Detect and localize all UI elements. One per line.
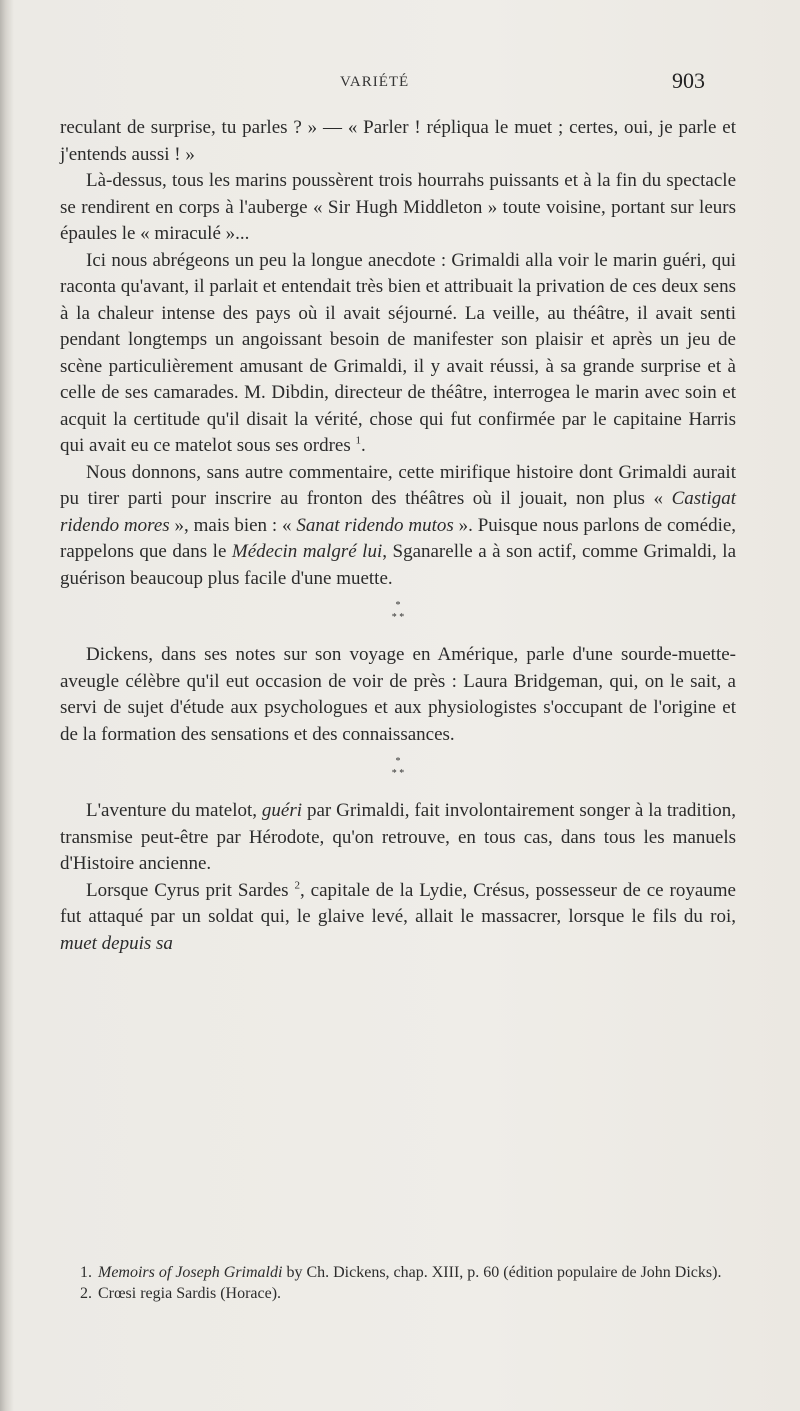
- footnote-2: [80, 1283, 740, 1304]
- separator-stars-bottom: * *: [391, 612, 405, 623]
- paragraph-6: [60, 798, 736, 878]
- footnote-1-text: by Ch. Dickens, chap. XIII, p. 60 (édition populaire de John Dicks).: [286, 1264, 722, 1281]
- separator-star-top: *: [395, 756, 401, 767]
- footnote-1-title: Memoirs of Joseph Grimaldi: [98, 1264, 283, 1281]
- paragraph-5: Dickens, dans ses notes sur son voyage en Amérique, parle d'une sourde-muette-aveugle célèbre qu'il eut occasion de voir de près : Laura Bridgeman, qui, on le sait, a servi de sujet d'étude aux psychologues et aux physiologistes s'occupant de l'origine et de la formation des sensations et des connaissances.: [60, 644, 736, 745]
- page-number: 903: [672, 68, 705, 93]
- paragraph-2: Là-dessus, tous les marins poussèrent trois hourrahs puissants et à la fin du spectacle se rendirent en corps à l'auberge « Sir Hugh Middleton » toute voisine, portant sur leurs épaules le « miraculé »...: [60, 170, 736, 244]
- body-text: [60, 115, 736, 957]
- paragraph-7: [60, 878, 736, 958]
- footnote-1-number: 1.: [80, 1264, 92, 1281]
- paragraph-4-part-b: », mais bien : «: [174, 514, 292, 536]
- paragraph-7-part-b: , capitale de la Lydie, Crésus, possesseur de ce royaume fut attaqué par un soldat qui, le glaive levé, allait le massacrer, lorsque le fils du roi,: [60, 879, 736, 927]
- separator-stars-bottom: * *: [391, 768, 405, 779]
- page-header: [0, 62, 800, 102]
- footnote-ref-2: 2: [294, 879, 300, 892]
- play-title: Médecin malgré lui: [231, 541, 383, 562]
- footnote-ref-1: 1: [355, 434, 361, 447]
- paragraph-3-end: .: [360, 435, 366, 456]
- paragraph-6-part-a: L'aventure du matelot,: [86, 800, 257, 821]
- latin-motto-sanat: Sanat ridendo mutos: [296, 514, 454, 536]
- footnote-2-number: 2.: [80, 1285, 92, 1302]
- footnote-1: [80, 1262, 740, 1283]
- paragraph-7-part-a: Lorsque Cyrus prit Sardes: [86, 879, 289, 901]
- paragraph-4: [60, 460, 736, 593]
- paragraph-4-part-c: ». Puisque nous parlons de comédie, rappelons que dans le: [60, 514, 737, 562]
- italic-muet-depuis: muet depuis sa: [60, 932, 173, 954]
- separator-star-top: *: [395, 600, 401, 611]
- running-title: VARIÉTÉ: [340, 74, 410, 90]
- paragraph-3: [60, 248, 736, 460]
- section-separator-1: [60, 600, 736, 624]
- section-separator-2: [60, 756, 736, 780]
- footnotes: [80, 1262, 740, 1304]
- paragraph-4-part-d: , Sganarelle a à son actif, comme Grimaldi, la guérison beaucoup plus facile d'une muette.: [60, 541, 737, 589]
- paragraph-1: reculant de surprise, tu parles ? » — « Parler ! répliqua le muet ; certes, oui, je parle et j'entends aussi ! »: [60, 117, 736, 165]
- paragraph-3-text: Ici nous abrégeons un peu la longue anecdote : Grimaldi alla voir le marin guéri, qui raconta qu'avant, il parlait et entendait très bien et attribuait la privation de ces deux sens à la chaleur intense des pays où il avait séjourné. La veille, au théâtre, il avait senti pendant longtemps un angoissant besoin de manifester son plaisir et après un jeu de scène particulièrement amusant de Grimaldi, il y avait réussi, à sa grande surprise et à celle de ses camarades. M. Dibdin, directeur de théâtre, interrogea le marin avec soin et acquit la certitude qu'il disait la vérité, chose qui fut confirmée par le capitaine Harris qui avait eu ce matelot sous ses ordres: [60, 249, 736, 456]
- italic-gueri: guéri: [261, 800, 303, 821]
- latin-motto-castigat: Castigat ridendo mores: [60, 488, 736, 536]
- paragraph-4-part-a: Nous donnons, sans autre commentaire, cette mirifique histoire dont Grimaldi aurait pu tirer parti pour inscrire au fronton des théâtres où il jouait, non plus «: [60, 461, 736, 509]
- footnote-2-text: Crœsi regia Sardis (Horace).: [98, 1285, 282, 1302]
- paragraph-6-part-b: par Grimaldi, fait involontairement songer à la tradition, transmise peut-être par Hérodote, qu'on retrouve, en tous cas, dans tous les manuels d'Histoire ancienne.: [60, 800, 737, 874]
